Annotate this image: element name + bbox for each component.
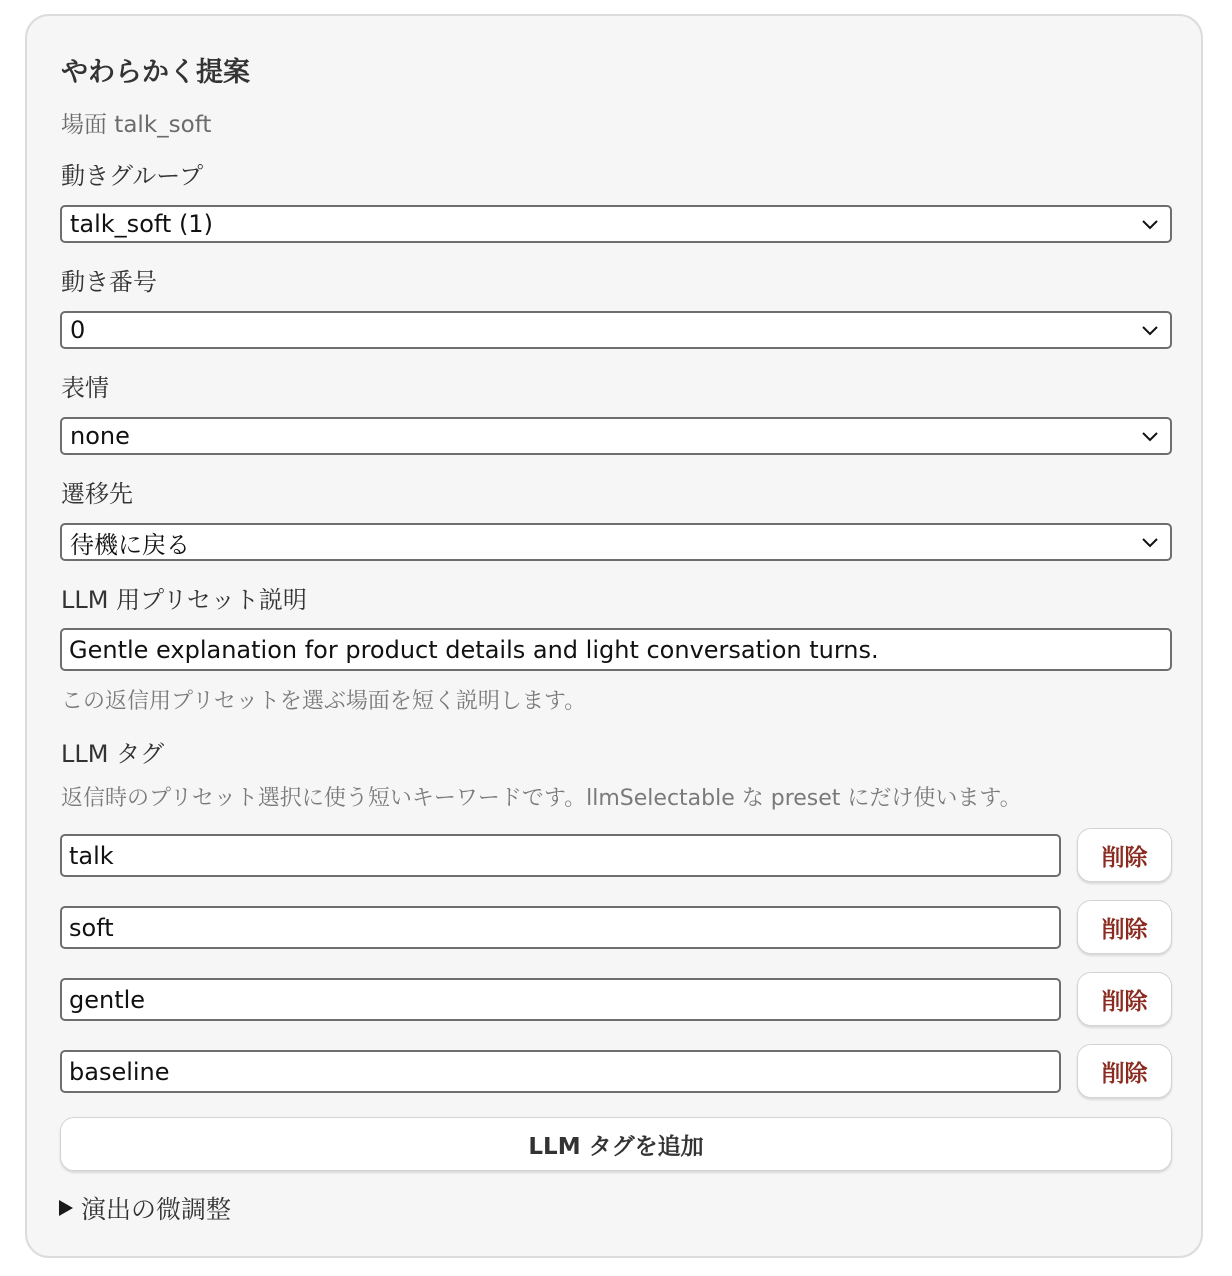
chevron-down-icon	[1140, 427, 1160, 445]
transition-label: 遷移先	[61, 480, 133, 508]
chevron-down-icon	[1140, 215, 1160, 233]
motion-index-value: 0	[70, 316, 86, 344]
add-llm-tag-button[interactable]: LLM タグを追加	[60, 1117, 1172, 1171]
delete-tag-button[interactable]: 削除	[1077, 1044, 1172, 1098]
motion-index-select[interactable]	[60, 311, 1172, 349]
expression-select[interactable]	[60, 417, 1172, 455]
expression-label: 表情	[61, 374, 109, 402]
llm-tags-label: LLM タグ	[61, 740, 165, 768]
llm-tag-input[interactable]: talk	[60, 834, 1061, 877]
llm-description-label: LLM 用プリセット説明	[61, 586, 307, 614]
motion-group-label: 動きグループ	[61, 162, 204, 190]
motion-index-label: 動き番号	[61, 268, 157, 296]
scene-text: 場面 talk_soft	[61, 112, 212, 138]
delete-tag-button[interactable]: 削除	[1077, 972, 1172, 1026]
preset-card	[25, 14, 1203, 1258]
llm-tag-input[interactable]: baseline	[60, 1050, 1061, 1093]
fine-tune-toggle[interactable]	[59, 1190, 231, 1226]
llm-description-hint: この返信用プリセットを選ぶ場面を短く説明します。	[61, 689, 587, 714]
llm-tags-hint: 返信時のプリセット選択に使う短いキーワードです。llmSelectable な preset にだけ使います。	[61, 786, 1022, 811]
chevron-down-icon	[1140, 533, 1160, 551]
llm-tag-input[interactable]: gentle	[60, 978, 1061, 1021]
llm-description-input[interactable]: Gentle explanation for product details and light conversation turns.	[60, 628, 1172, 671]
delete-tag-button[interactable]: 削除	[1077, 828, 1172, 882]
motion-group-value: talk_soft (1)	[70, 210, 213, 238]
preset-title: やわらかく提案	[61, 57, 250, 88]
llm-tag-input[interactable]: soft	[60, 906, 1061, 949]
chevron-down-icon	[1140, 321, 1160, 339]
transition-select[interactable]	[60, 523, 1172, 561]
fine-tune-label: 演出の微調整	[81, 1195, 232, 1224]
triangle-right-icon	[59, 1200, 73, 1216]
expression-value: none	[70, 422, 130, 450]
delete-tag-button[interactable]: 削除	[1077, 900, 1172, 954]
transition-value: 待機に戻る	[70, 530, 190, 559]
motion-group-select[interactable]	[60, 205, 1172, 243]
